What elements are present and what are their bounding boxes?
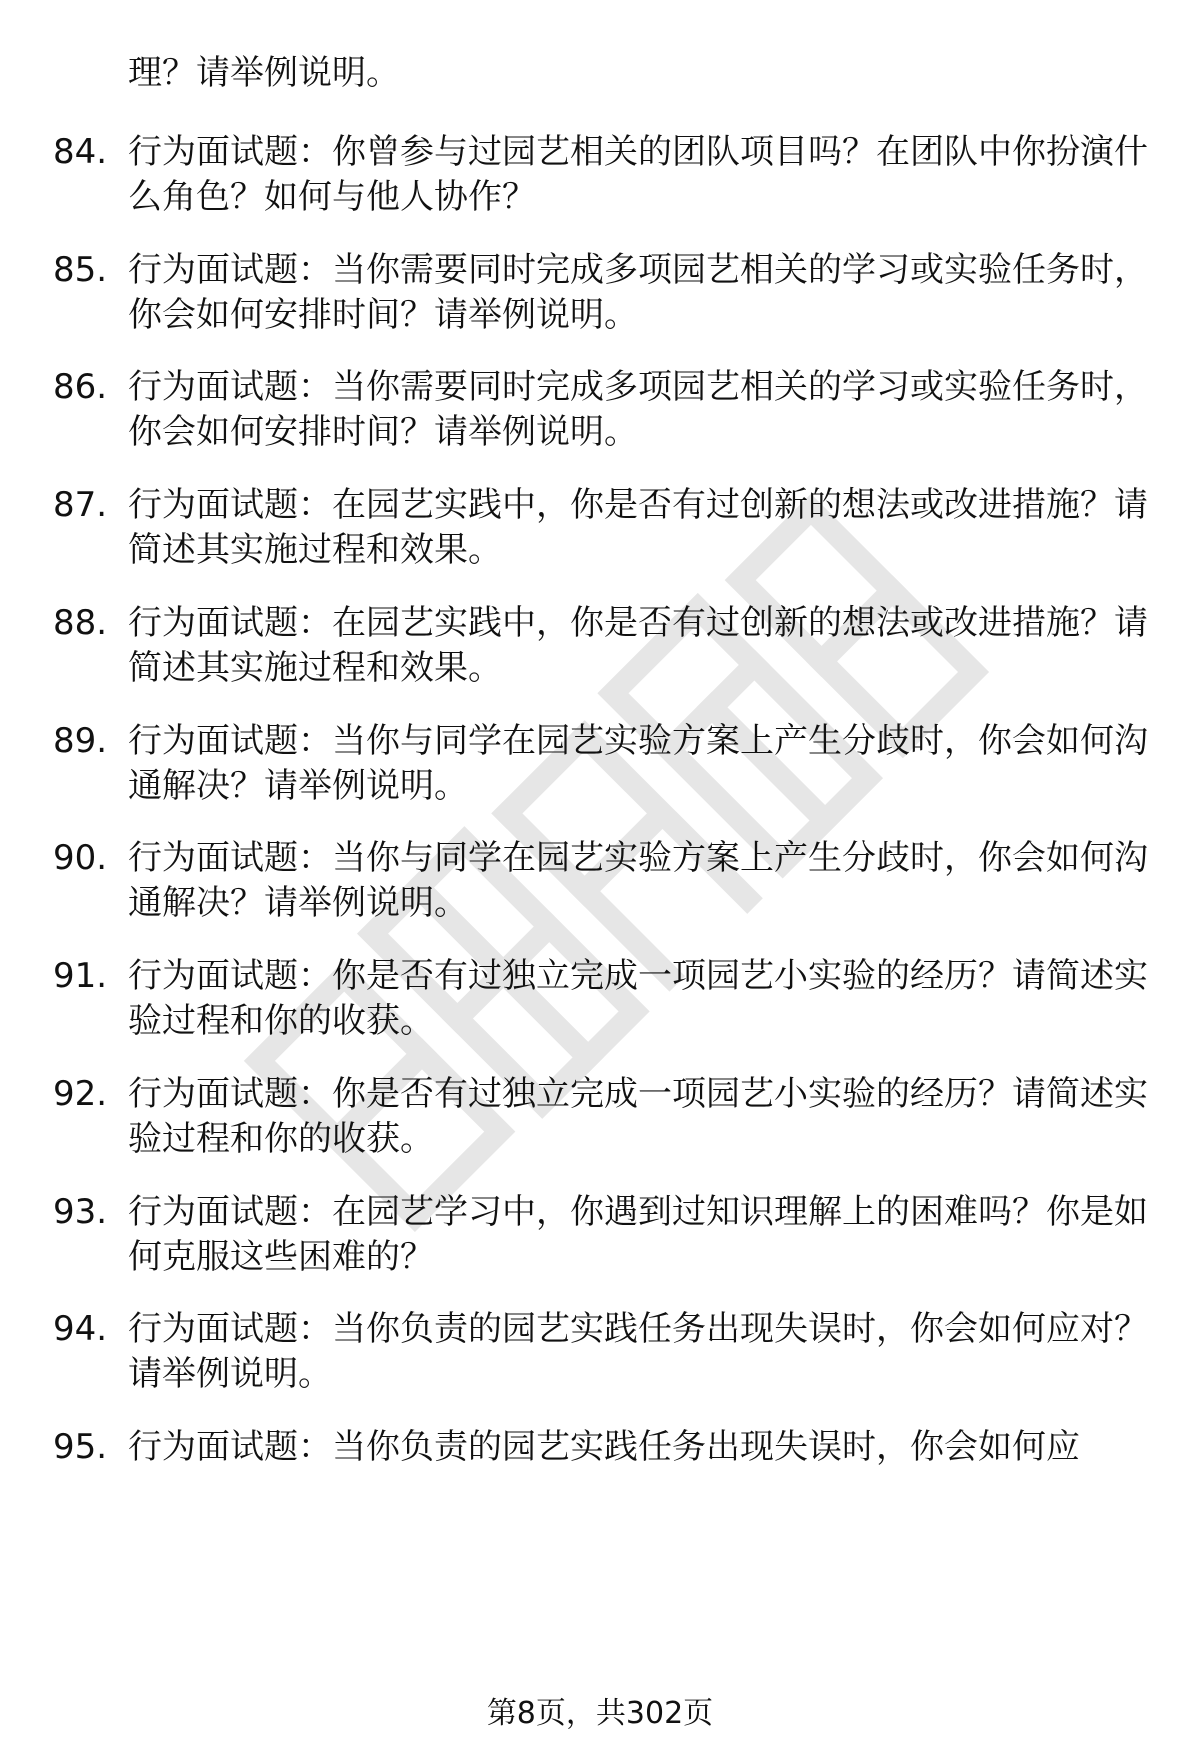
item-text: 行为面试题：你曾参与过园艺相关的团队项目吗？在团队中你扮演什么角色？如何与他人协作？ <box>128 132 1148 217</box>
item-text: 行为面试题：你是否有过独立完成一项园艺小实验的经历？请简述实验过程和你的收获。 <box>128 1074 1148 1159</box>
item-text: 行为面试题：当你负责的园艺实践任务出现失误时，你会如何应 <box>128 1427 1080 1467</box>
item-text: 行为面试题：在园艺学习中，你遇到过知识理解上的困难吗？你是如何克服这些困难的？ <box>128 1192 1148 1277</box>
item-number: 89. <box>53 721 108 761</box>
item-text: 理？请举例说明。 <box>128 53 400 93</box>
item-number: 84. <box>53 132 108 172</box>
item-number: 94. <box>53 1309 108 1349</box>
item-text: 行为面试题：当你与同学在园艺实验方案上产生分歧时，你会如何沟通解决？请举例说明。 <box>128 721 1148 806</box>
item-text: 行为面试题：当你与同学在园艺实验方案上产生分歧时，你会如何沟通解决？请举例说明。 <box>128 838 1148 923</box>
item-number: 93. <box>53 1192 108 1232</box>
item-text: 行为面试题：当你负责的园艺实践任务出现失误时，你会如何应对？请举例说明。 <box>128 1309 1148 1394</box>
item-number: 95. <box>53 1427 108 1467</box>
item-text: 行为面试题：当你需要同时完成多项园艺相关的学习或实验任务时，你会如何安排时间？请举例说明。 <box>128 367 1148 452</box>
page-footer: 第8页，共302页 <box>486 1696 714 1731</box>
item-number: 90. <box>53 838 108 878</box>
item-text: 行为面试题：你是否有过独立完成一项园艺小实验的经历？请简述实验过程和你的收获。 <box>128 956 1148 1041</box>
item-text: 行为面试题：当你需要同时完成多项园艺相关的学习或实验任务时，你会如何安排时间？请举例说明。 <box>128 250 1148 335</box>
item-text: 行为面试题：在园艺实践中，你是否有过创新的想法或改进措施？请简述其实施过程和效果。 <box>128 603 1148 688</box>
item-text: 行为面试题：在园艺实践中，你是否有过创新的想法或改进措施？请简述其实施过程和效果。 <box>128 485 1148 570</box>
item-number: 91. <box>53 956 108 996</box>
item-number: 88. <box>53 603 108 643</box>
item-number: 87. <box>53 485 108 525</box>
item-number: 85. <box>53 250 108 290</box>
item-number: 92. <box>53 1074 108 1114</box>
item-number: 86. <box>53 367 108 407</box>
